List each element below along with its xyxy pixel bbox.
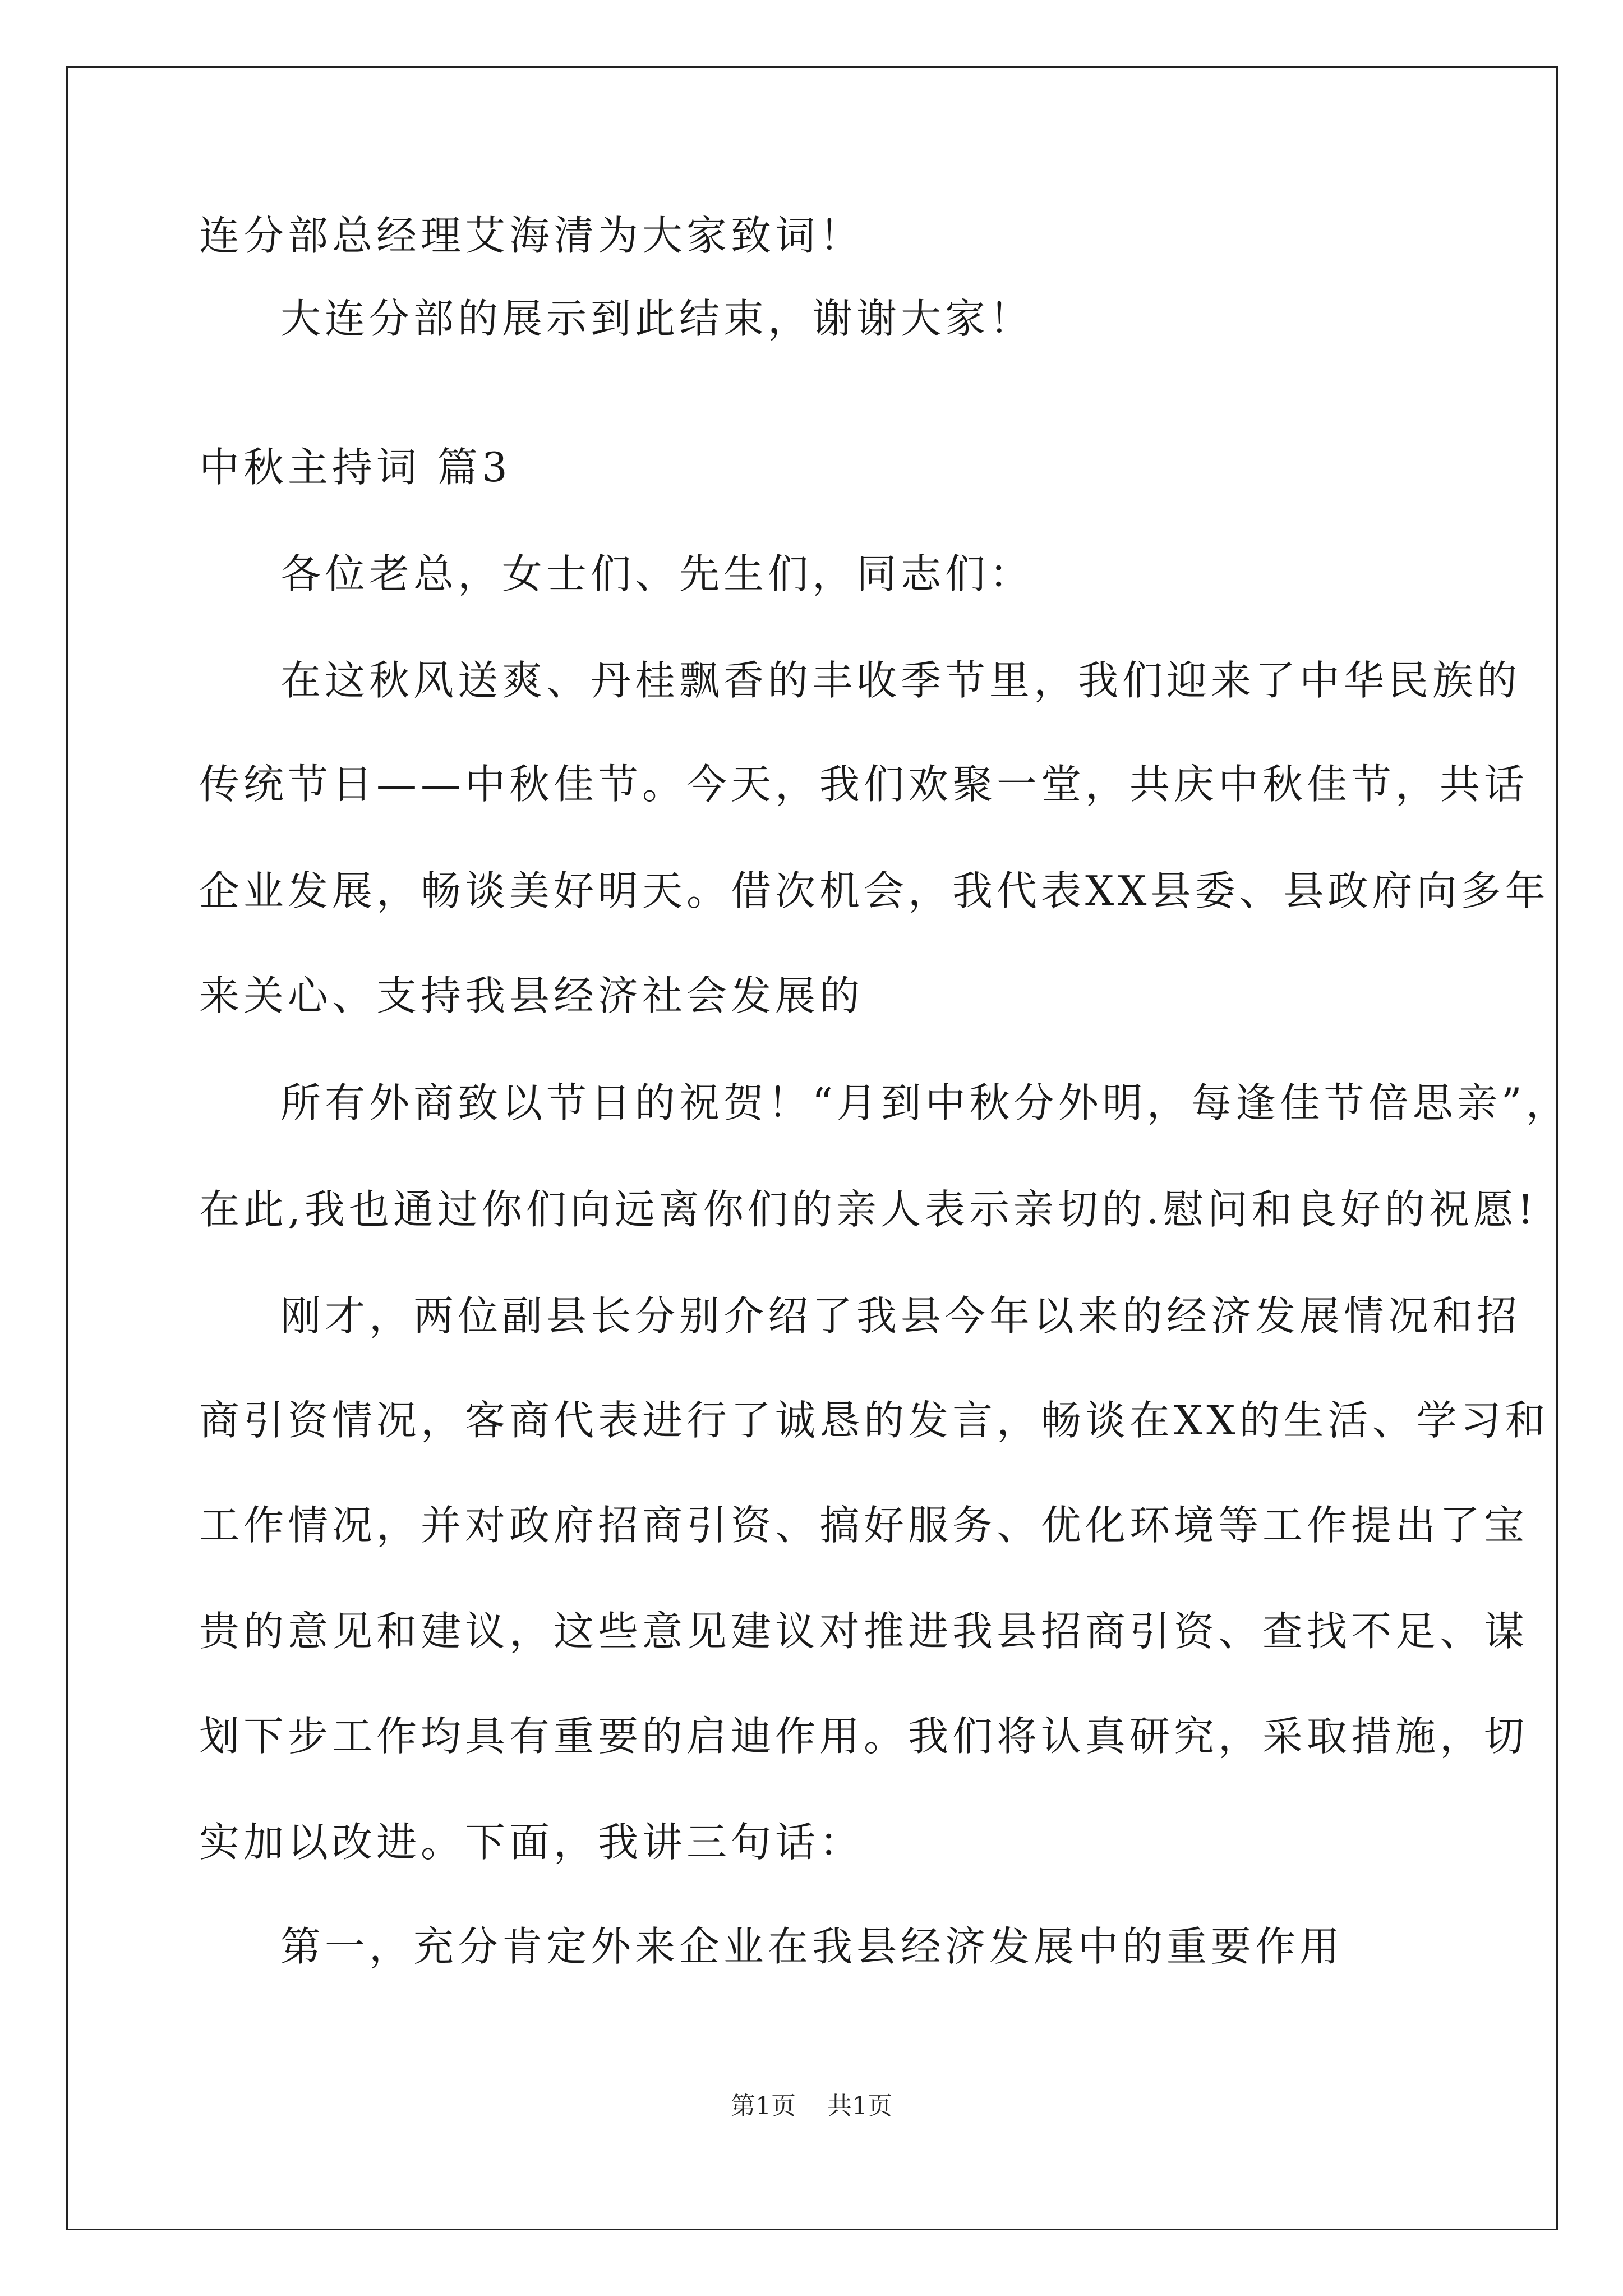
page-total: 共1页 [827,2092,892,2120]
page-number: 第1页 [731,2092,796,2120]
paragraph-line: 连分部总经理艾海清为大家致词！ [199,212,864,259]
paragraph-line: 贵的意见和建议，这些意见建议对推进我县招商引资、查找不足、谋 [199,1608,1529,1655]
page-footer [0,2090,1623,2123]
paragraph-line: 所有外商致以节日的祝贺！“月到中秋分外明，每逢佳节倍思亲”， [280,1079,1570,1126]
paragraph-line: 商引资情况，客商代表进行了诚恳的发言，畅谈在XX的生活、学习和 [199,1397,1550,1444]
section-heading: 中秋主持词 篇3 [199,444,511,491]
paragraph-line: 第一，充分肯定外来企业在我县经济发展中的重要作用 [280,1923,1344,1970]
paragraph-line: 实加以改进。下面，我讲三句话： [199,1819,864,1866]
paragraph-line: 划下步工作均具有重要的启迪作用。我们将认真研究，采取措施，切 [199,1713,1529,1760]
paragraph-line: 在这秋风送爽、丹桂飘香的丰收季节里，我们迎来了中华民族的 [280,657,1521,704]
paragraph-line: 刚才，两位副县长分别介绍了我县今年以来的经济发展情况和招 [280,1292,1521,1340]
paragraph-line: 来关心、支持我县经济社会发展的 [199,972,864,1019]
paragraph-line: 在此,我也通过你们向远离你们的亲人表示亲切的.慰问和良好的祝愿! [199,1186,1538,1233]
page-border [66,66,1558,2230]
paragraph-line: 大连分部的展示到此结束，谢谢大家！ [280,295,1034,342]
paragraph-line: 企业发展，畅谈美好明天。借次机会，我代表XX县委、县政府向多年 [199,867,1550,914]
salutation: 各位老总，女士们、先生们，同志们： [280,550,1034,597]
paragraph-line: 传统节日——中秋佳节。今天，我们欢聚一堂，共庆中秋佳节，共话 [199,761,1529,808]
paragraph-line: 工作情况，并对政府招商引资、搞好服务、优化环境等工作提出了宝 [199,1502,1529,1549]
